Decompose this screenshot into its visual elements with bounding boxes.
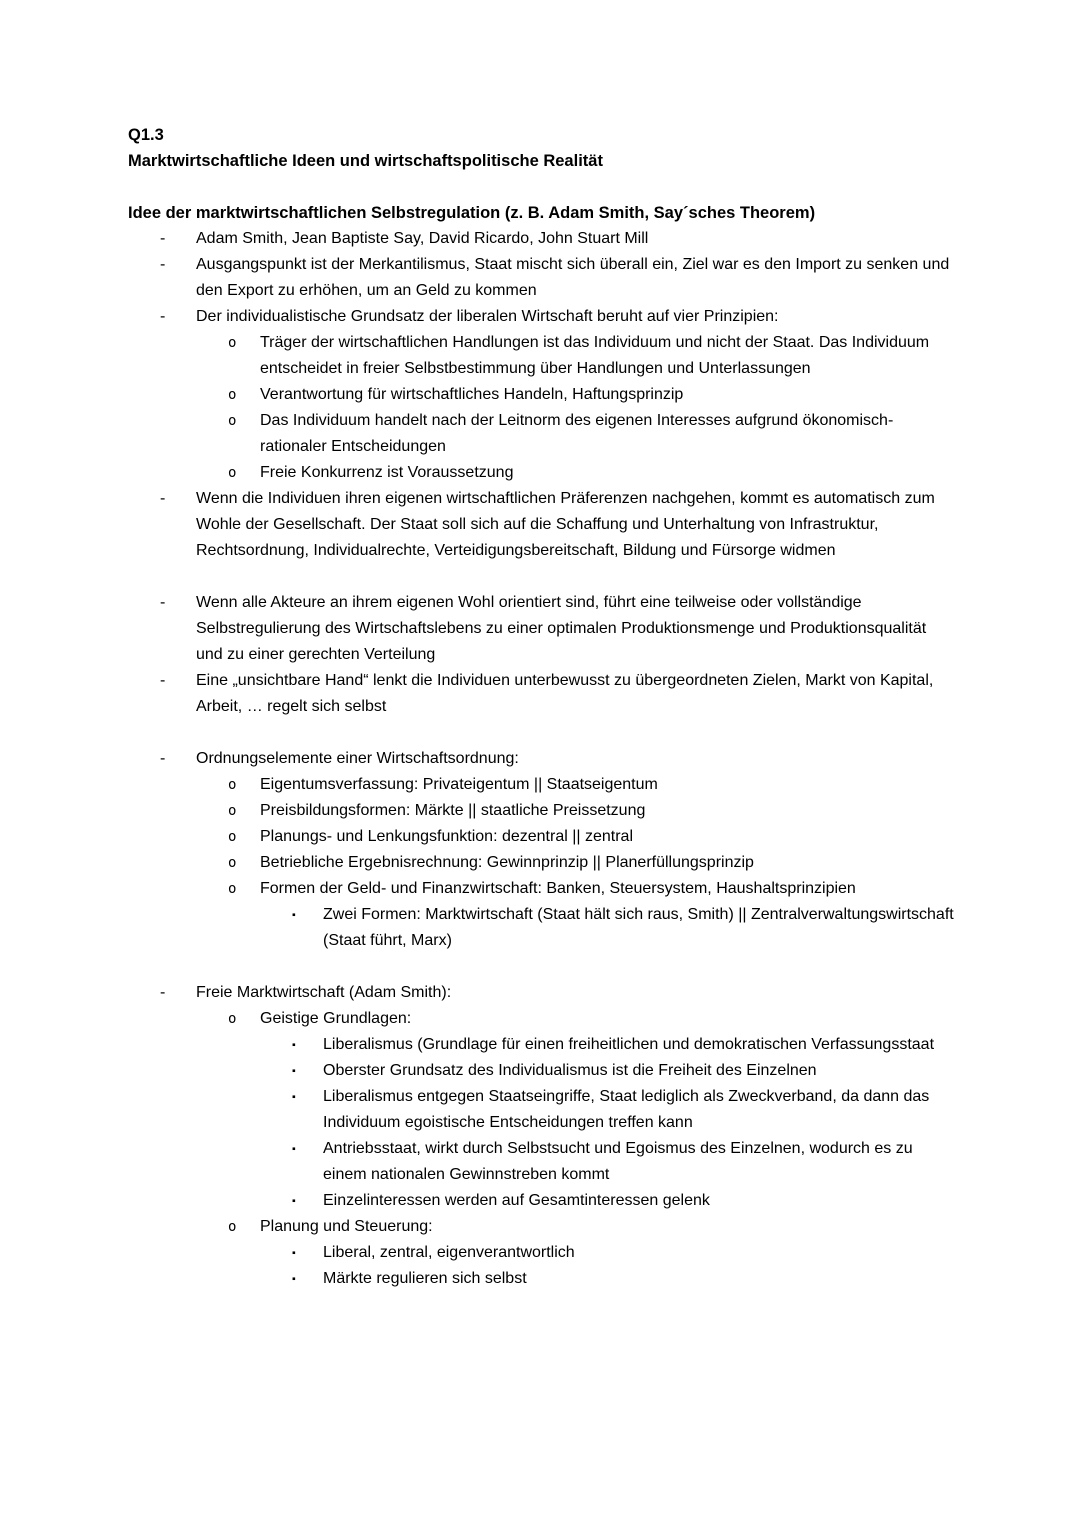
list-item	[128, 980, 954, 1006]
list-item-text: Freie Konkurrenz ist Voraussetzung	[260, 464, 514, 481]
list-item-text: Planung und Steuerung:	[260, 1218, 433, 1235]
bullet-marker: o	[228, 855, 237, 871]
list-item-text: Träger der wirtschaftlichen Handlungen ist das Individuum und nicht der Staat. Das Individuum entscheidet in freier Selbstbestimmung über Handlungen und Unterlassungen	[260, 334, 930, 377]
list-item	[128, 252, 954, 304]
list-item	[128, 1058, 954, 1084]
list-item	[128, 1032, 954, 1058]
list-item-text: Der individualistische Grundsatz der liberalen Wirtschaft beruht auf vier Prinzipien:	[196, 308, 779, 325]
bullet-marker: o	[228, 413, 237, 429]
list-item-text: Geistige Grundlagen:	[260, 1010, 412, 1027]
bullet-marker: ▪	[292, 909, 296, 921]
bullet-marker: -	[160, 308, 166, 325]
bullet-marker: ▪	[292, 1065, 296, 1077]
bullet-marker: -	[160, 256, 166, 273]
list-item-text: Freie Marktwirtschaft (Adam Smith):	[196, 984, 452, 1001]
list-item	[128, 1188, 954, 1214]
bullet-marker: o	[228, 335, 237, 351]
list-item	[128, 330, 954, 382]
list-item-text: Wenn die Individuen ihren eigenen wirtschaftlichen Präferenzen nachgehen, kommt es automatisch zum Wohle der Gesellschaft. Der Staat soll sich auf die Schaffung und Unterhaltung von Infrastruktur, Rechtsordnung, Individualrechte, Verteidigungsbereitschaft, Bildung und Fürsorge widmen	[196, 490, 935, 559]
list-item-text: Einzelinteressen werden auf Gesamtinteressen gelenk	[323, 1192, 710, 1209]
list-item	[128, 382, 954, 408]
list-item	[128, 772, 954, 798]
list-item-text: Formen der Geld- und Finanzwirtschaft: Banken, Steuersystem, Haushaltsprinzipien	[260, 880, 856, 897]
section-heading: Idee der marktwirtschaftlichen Selbstregulation (z. B. Adam Smith, Say´sches Theorem)	[128, 204, 816, 222]
bullet-marker: ▪	[292, 1195, 296, 1207]
bullet-list	[128, 226, 954, 1292]
list-item-text: Ordnungselemente einer Wirtschaftsordnung:	[196, 750, 519, 767]
bullet-marker: -	[160, 750, 166, 767]
list-item-text: Betriebliche Ergebnisrechnung: Gewinnprinzip || Planerfüllungsprinzip	[260, 854, 754, 871]
bullet-marker: o	[228, 1011, 237, 1027]
bullet-marker: -	[160, 672, 166, 689]
list-item-text: Planungs- und Lenkungsfunktion: dezentral || zentral	[260, 828, 633, 845]
list-item	[128, 1266, 954, 1292]
list-item-text: Verantwortung für wirtschaftliches Handeln, Haftungsprinzip	[260, 386, 684, 403]
list-item	[128, 1214, 954, 1240]
list-item	[128, 460, 954, 486]
bullet-marker: o	[228, 465, 237, 481]
list-item-text: Liberalismus (Grundlage für einen freiheitlichen und demokratischen Verfassungsstaat	[323, 1036, 935, 1053]
bullet-marker: ▪	[292, 1039, 296, 1051]
page-title: Q1.3	[128, 126, 164, 144]
bullet-marker: -	[160, 594, 166, 611]
list-item	[128, 824, 954, 850]
bullet-marker: o	[228, 1219, 237, 1235]
bullet-marker: ▪	[292, 1091, 296, 1103]
bullet-marker: -	[160, 984, 166, 1001]
page-subtitle: Marktwirtschaftliche Ideen und wirtschaftspolitische Realität	[128, 152, 603, 170]
list-item	[128, 304, 954, 330]
bullet-marker: ▪	[292, 1273, 296, 1285]
list-item	[128, 1084, 954, 1136]
list-item	[128, 668, 954, 720]
list-item-text: Märkte regulieren sich selbst	[323, 1270, 527, 1287]
list-item	[128, 1240, 954, 1266]
bullet-marker: ▪	[292, 1247, 296, 1259]
list-item	[128, 876, 954, 902]
list-item	[128, 850, 954, 876]
list-item	[128, 486, 954, 564]
list-item-text: Preisbildungsformen: Märkte || staatliche Preissetzung	[260, 802, 646, 819]
list-item-text: Liberal, zentral, eigenverantwortlich	[323, 1244, 575, 1261]
list-item	[128, 408, 954, 460]
bullet-marker: o	[228, 829, 237, 845]
bullet-marker: o	[228, 881, 237, 897]
bullet-marker: o	[228, 803, 237, 819]
list-item-text: Ausgangspunkt ist der Merkantilismus, Staat mischt sich überall ein, Ziel war es den Import zu senken und den Export zu erhöhen, um an Geld zu kommen	[196, 256, 950, 299]
list-item-text: Oberster Grundsatz des Individualismus ist die Freiheit des Einzelnen	[323, 1062, 817, 1079]
list-item	[128, 798, 954, 824]
bullet-marker: -	[160, 490, 166, 507]
list-item-text: Eine „unsichtbare Hand“ lenkt die Individuen unterbewusst zu übergeordneten Zielen, Markt von Kapital, Arbeit, … regelt sich selbst	[196, 672, 934, 715]
list-item	[128, 226, 954, 252]
list-item-text: Antriebsstaat, wirkt durch Selbstsucht und Egoismus des Einzelnen, wodurch es zu einem nationalen Gewinnstreben kommt	[323, 1140, 913, 1183]
bullet-marker: ▪	[292, 1143, 296, 1155]
list-item	[128, 590, 954, 668]
list-item-text: Adam Smith, Jean Baptiste Say, David Ricardo, John Stuart Mill	[196, 230, 649, 247]
bullet-marker: -	[160, 230, 166, 247]
bullet-marker: o	[228, 387, 237, 403]
list-item	[128, 1136, 954, 1188]
list-item	[128, 1006, 954, 1032]
list-item-text: Das Individuum handelt nach der Leitnorm des eigenen Interesses aufgrund ökonomisch- rationaler Entscheidungen	[260, 412, 894, 455]
list-item	[128, 746, 954, 772]
list-item	[128, 902, 954, 954]
list-item-text: Wenn alle Akteure an ihrem eigenen Wohl orientiert sind, führt eine teilweise oder vollständige Selbstregulierung des Wirtschaftslebens zu einer optimalen Produktionsmenge und Produktionsqualität und zu einer gerechten Verteilung	[196, 594, 927, 663]
list-item-text: Zwei Formen: Marktwirtschaft (Staat hält sich raus, Smith) || Zentralverwaltungswirtschaft (Staat führt, Marx)	[323, 906, 954, 949]
bullet-marker: o	[228, 777, 237, 793]
list-item-text: Eigentumsverfassung: Privateigentum || Staatseigentum	[260, 776, 658, 793]
list-item-text: Liberalismus entgegen Staatseingriffe, Staat lediglich als Zweckverband, da dann das Individuum egoistische Entscheidungen treffen kann	[323, 1088, 930, 1131]
